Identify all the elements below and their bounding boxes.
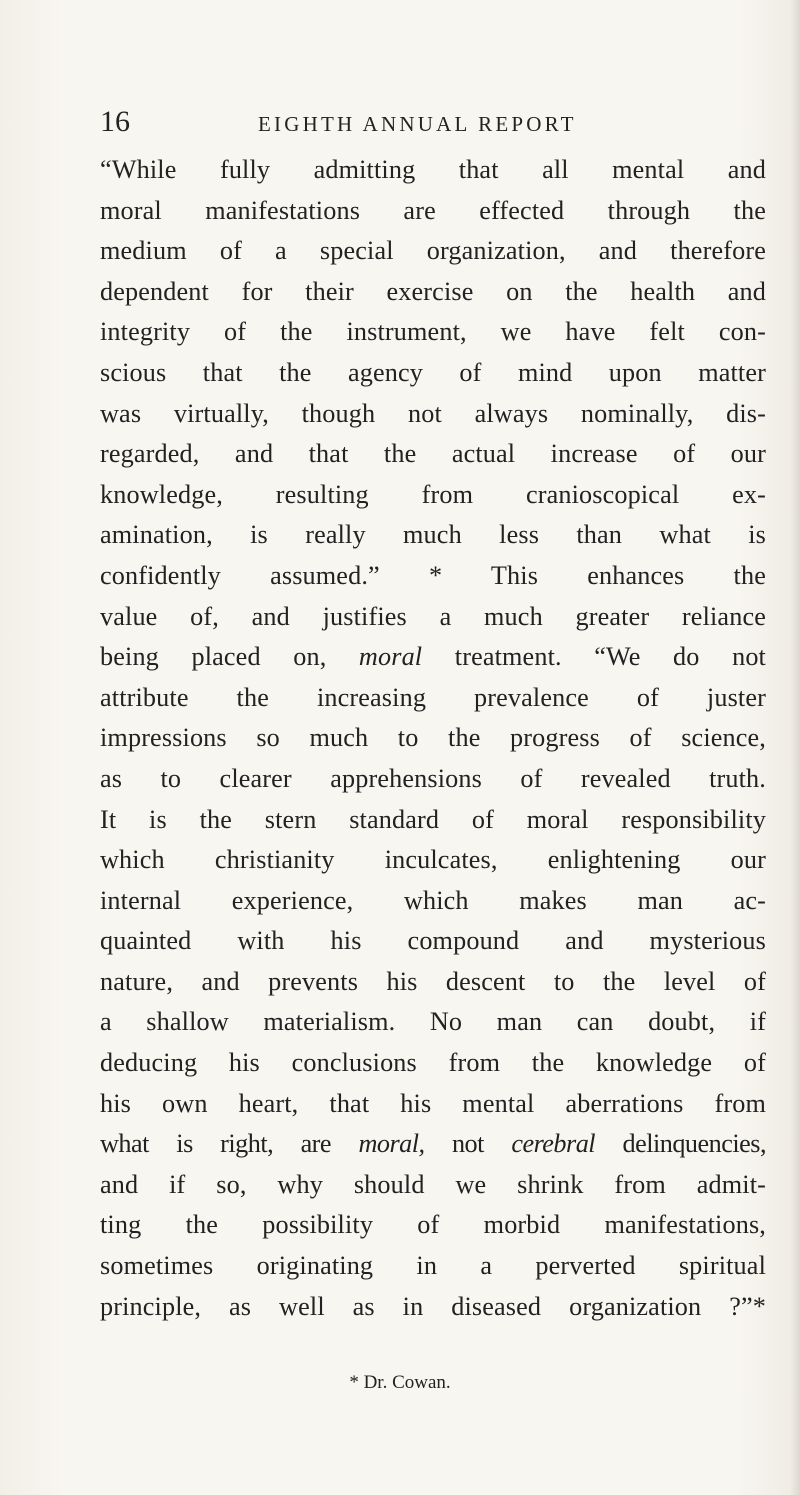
text-line: medium of a special organization, and therefore <box>100 236 766 266</box>
text-line: deducing his conclusions from the knowledge of <box>100 1048 766 1078</box>
text-line: which christianity inculcates, enlightening our <box>100 845 766 875</box>
text-line: a shallow materialism. No man can doubt, if <box>100 1007 766 1037</box>
text-line: It is the stern standard of moral responsibility <box>100 804 766 834</box>
text-line: impressions so much to the progress of science, <box>100 723 766 753</box>
text-line: as to clearer apprehensions of revealed truth. <box>100 763 766 793</box>
text-line: integrity of the instrument, we have felt con- <box>100 317 766 347</box>
italic-emphasis: cerebral <box>511 1129 596 1159</box>
text-line: value of, and justifies a much greater reliance <box>100 601 766 631</box>
body-text <box>100 150 766 1327</box>
text-line: and if so, why should we shrink from admit- <box>100 1169 766 1199</box>
text-line: “While fully admitting that all mental and <box>100 155 766 184</box>
text-line: dependent for their exercise on the health and <box>100 276 766 306</box>
text-line: knowledge, resulting from cranioscopical ex- <box>100 479 766 509</box>
page-edge-shadow <box>790 0 800 1495</box>
text-line: amination, is really much less than what is <box>100 520 766 550</box>
running-head: EIGHTH ANNUAL REPORT <box>258 112 577 136</box>
text-line: moral manifestations are effected through the <box>100 195 766 225</box>
text-line: was virtually, though not always nominally, dis- <box>100 398 766 428</box>
text-line: what is right, are moral, not cerebral delinquencies, <box>100 1129 767 1159</box>
italic-emphasis: moral <box>358 642 423 672</box>
text-line: ting the possibility of morbid manifestations, <box>100 1210 766 1240</box>
footnote: * Dr. Cowan. <box>349 1372 451 1393</box>
text-line: attribute the increasing prevalence of juster <box>100 682 766 712</box>
text-line: nature, and prevents his descent to the level of <box>100 966 766 996</box>
text-line: internal experience, which makes man ac- <box>100 885 766 915</box>
page-number: 16 <box>100 105 130 138</box>
page-header <box>100 102 766 142</box>
text-line: regarded, and that the actual increase of our <box>100 439 766 469</box>
text-line: principle, as well as in diseased organization ?”* <box>100 1291 766 1321</box>
text-line: being placed on, moral treatment. “We do not <box>100 642 766 672</box>
italic-emphasis: moral, <box>358 1129 425 1159</box>
text-line: sometimes originating in a perverted spiritual <box>100 1251 766 1281</box>
text-line: scious that the agency of mind upon matter <box>100 357 766 387</box>
text-line: quainted with his compound and mysterious <box>100 926 766 956</box>
text-line: confidently assumed.” * This enhances the <box>100 560 766 590</box>
text-line: his own heart, that his mental aberrations from <box>100 1088 766 1118</box>
